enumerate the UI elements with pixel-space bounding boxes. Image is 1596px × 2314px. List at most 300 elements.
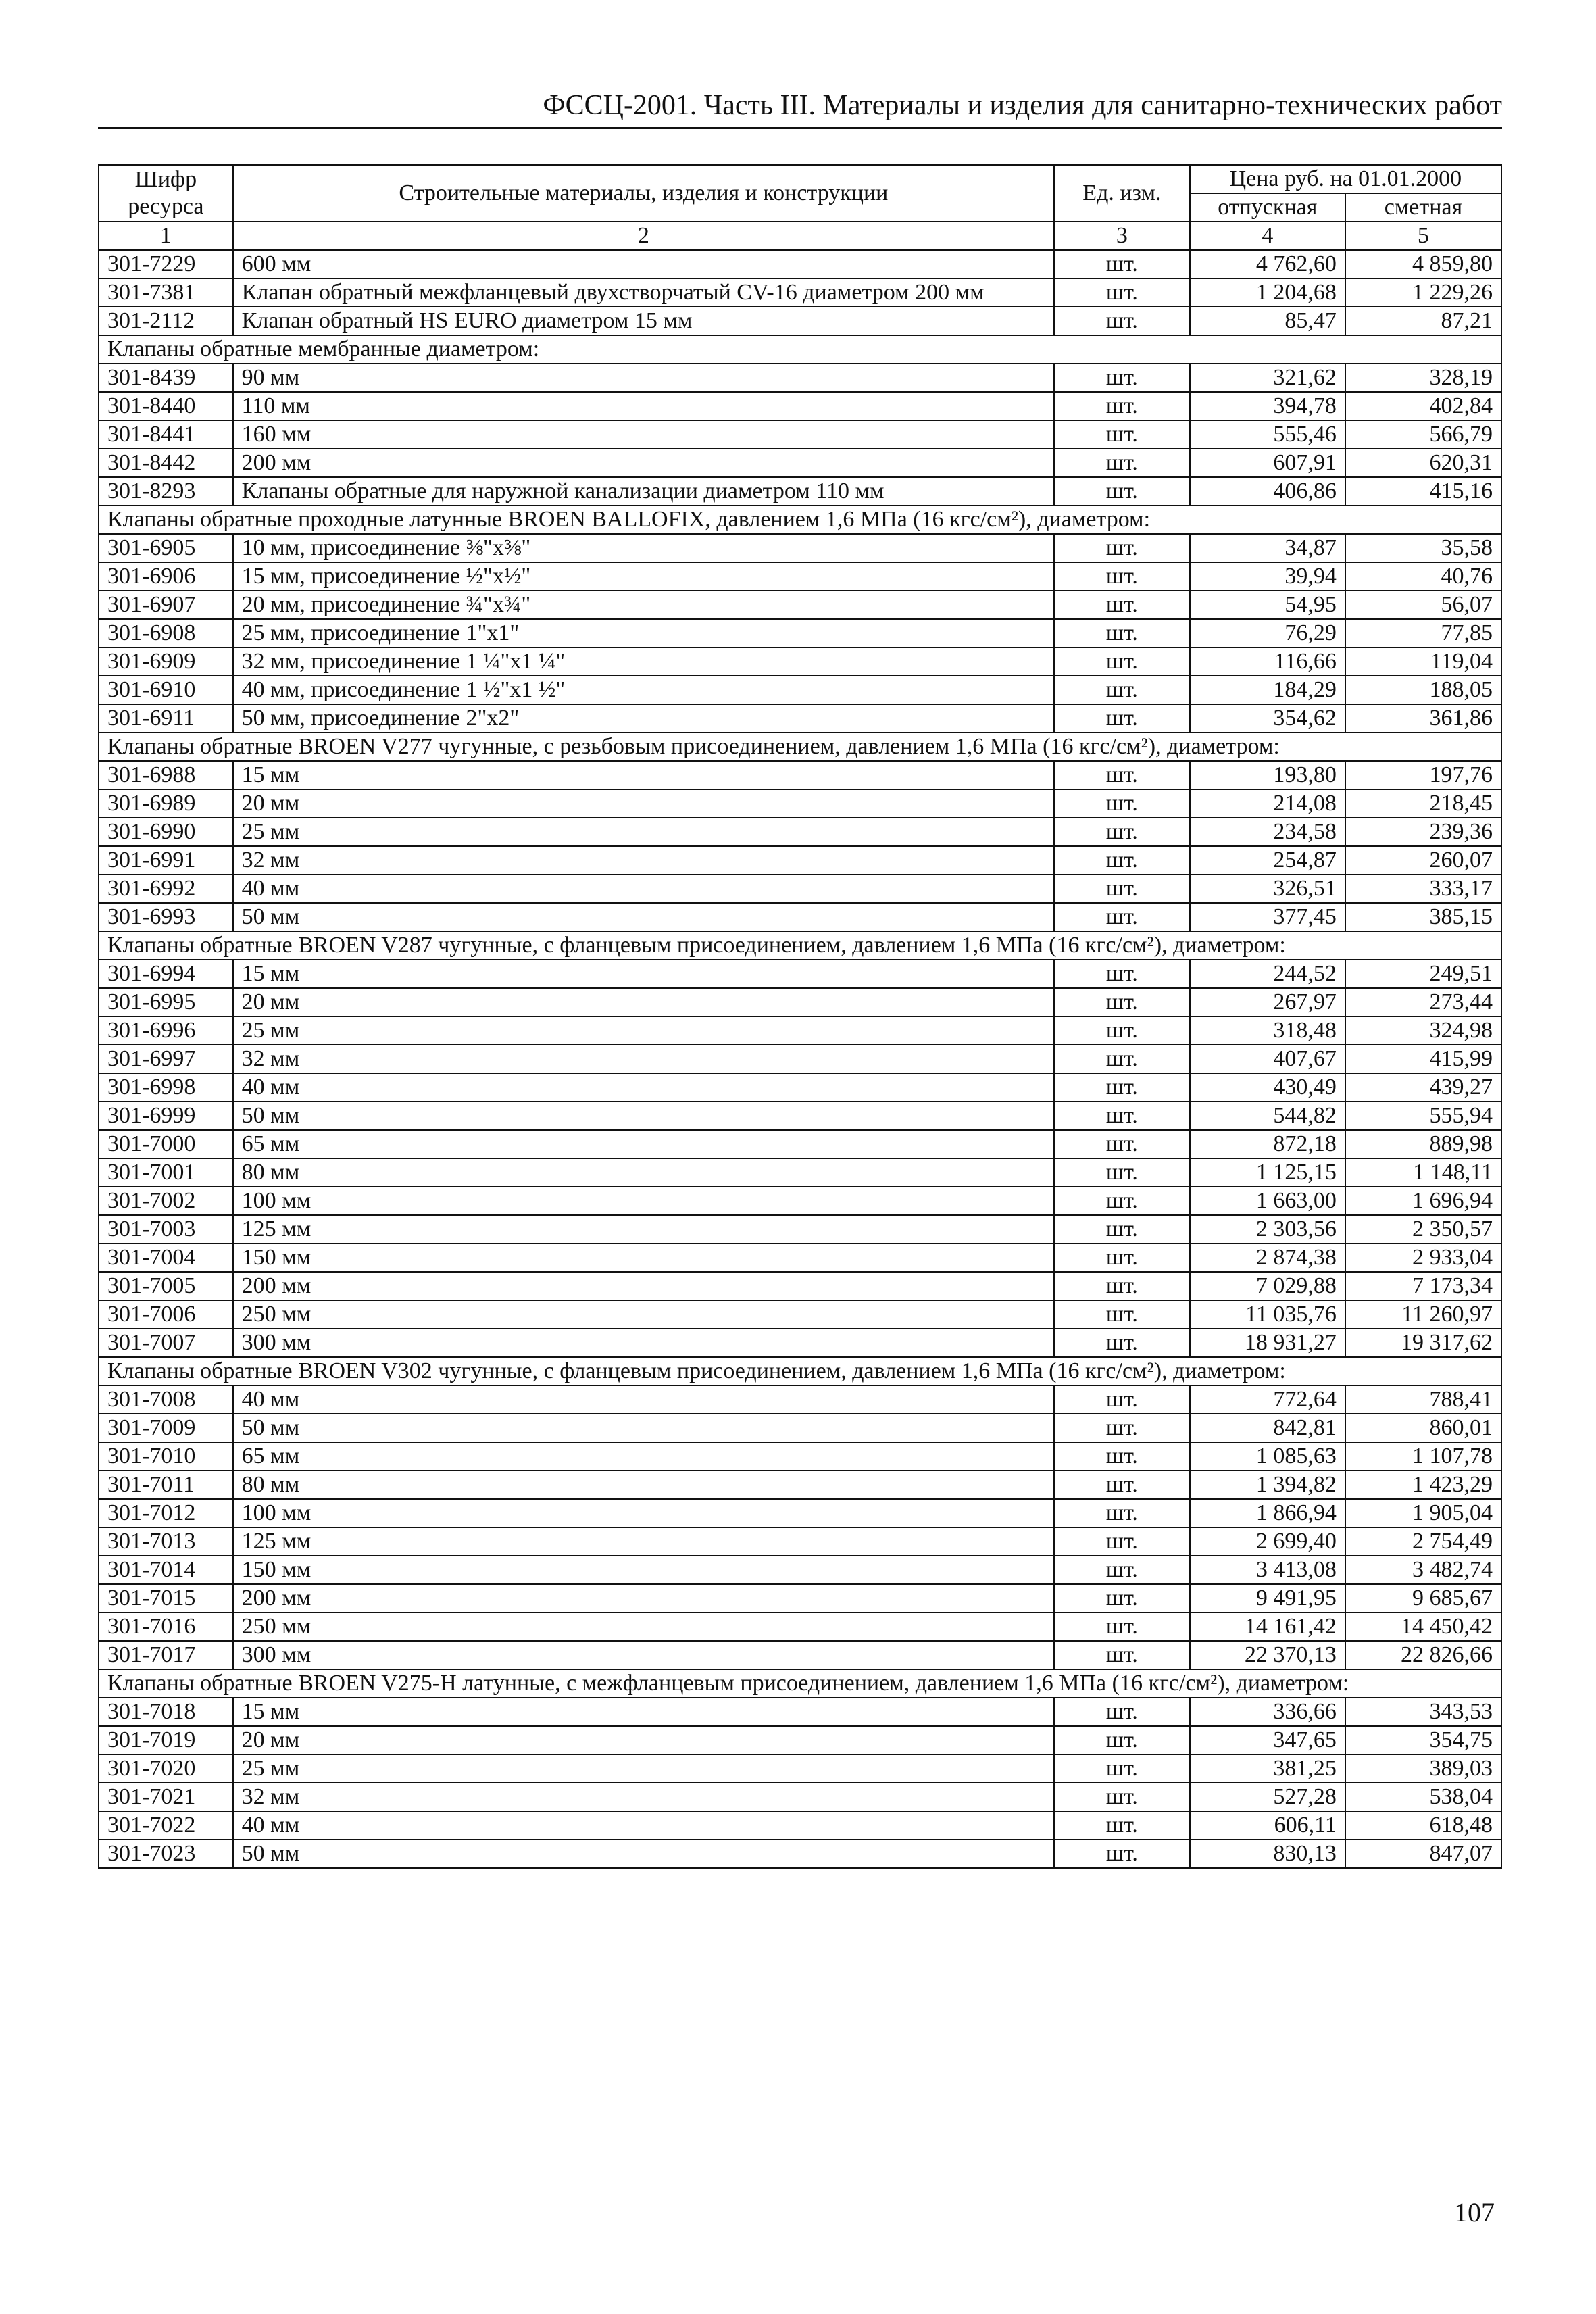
table-row xyxy=(99,761,1501,789)
unit-cell: шт. xyxy=(1054,1641,1190,1669)
table-row xyxy=(99,960,1501,988)
release-price-cell: 54,95 xyxy=(1190,591,1345,619)
release-price-cell: 9 491,95 xyxy=(1190,1584,1345,1613)
estimate-price-cell: 3 482,74 xyxy=(1345,1556,1501,1584)
unit-cell: шт. xyxy=(1054,647,1190,676)
estimate-price-cell: 1 905,04 xyxy=(1345,1499,1501,1527)
group-row xyxy=(99,1669,1501,1698)
group-row xyxy=(99,1357,1501,1385)
release-price-cell: 193,80 xyxy=(1190,761,1345,789)
item-name-cell: 32 мм, присоединение 1 ¼"x1 ¼" xyxy=(233,647,1054,676)
release-price-cell: 830,13 xyxy=(1190,1840,1345,1868)
release-price-cell: 430,49 xyxy=(1190,1073,1345,1102)
estimate-price-cell: 361,86 xyxy=(1345,704,1501,733)
unit-cell: шт. xyxy=(1054,1783,1190,1811)
resource-code-cell: 301-8439 xyxy=(99,364,233,392)
item-name-cell: 50 мм xyxy=(233,903,1054,931)
estimate-price-cell: 847,07 xyxy=(1345,1840,1501,1868)
release-price-cell: 39,94 xyxy=(1190,562,1345,591)
item-name-cell: 40 мм xyxy=(233,1073,1054,1102)
price-table-header xyxy=(99,165,1501,250)
release-price-cell: 11 035,76 xyxy=(1190,1300,1345,1329)
table-row xyxy=(99,1102,1501,1130)
estimate-price-cell: 35,58 xyxy=(1345,534,1501,562)
item-name-cell: Клапан обратный HS EURO диаметром 15 мм xyxy=(233,307,1054,335)
table-row xyxy=(99,278,1501,307)
table-row xyxy=(99,846,1501,875)
item-name-cell: 250 мм xyxy=(233,1613,1054,1641)
item-name-cell: 20 мм xyxy=(233,1726,1054,1754)
item-name-cell: 15 мм xyxy=(233,761,1054,789)
unit-cell: шт. xyxy=(1054,1527,1190,1556)
unit-cell: шт. xyxy=(1054,1329,1190,1357)
table-row xyxy=(99,875,1501,903)
estimate-price-cell: 119,04 xyxy=(1345,647,1501,676)
unit-cell: шт. xyxy=(1054,1300,1190,1329)
estimate-price-cell: 1 107,78 xyxy=(1345,1442,1501,1471)
item-name-cell: 150 мм xyxy=(233,1556,1054,1584)
resource-code-cell: 301-7017 xyxy=(99,1641,233,1669)
item-name-cell: 200 мм xyxy=(233,1584,1054,1613)
estimate-price-cell: 14 450,42 xyxy=(1345,1613,1501,1641)
release-price-cell: 842,81 xyxy=(1190,1414,1345,1442)
release-price-cell: 326,51 xyxy=(1190,875,1345,903)
unit-cell: шт. xyxy=(1054,562,1190,591)
release-price-cell: 872,18 xyxy=(1190,1130,1345,1158)
item-name-cell: 100 мм xyxy=(233,1499,1054,1527)
resource-code-cell: 301-6998 xyxy=(99,1073,233,1102)
table-row xyxy=(99,903,1501,931)
unit-cell: шт. xyxy=(1054,875,1190,903)
release-price-cell: 1 866,94 xyxy=(1190,1499,1345,1527)
table-row xyxy=(99,364,1501,392)
estimate-price-cell: 2 350,57 xyxy=(1345,1215,1501,1244)
resource-code-cell: 301-8440 xyxy=(99,392,233,420)
item-name-cell: 32 мм xyxy=(233,1783,1054,1811)
resource-code-cell: 301-7020 xyxy=(99,1754,233,1783)
table-row xyxy=(99,1499,1501,1527)
resource-code-cell: 301-7013 xyxy=(99,1527,233,1556)
release-price-cell: 606,11 xyxy=(1190,1811,1345,1840)
item-name-cell: 200 мм xyxy=(233,1272,1054,1300)
table-row xyxy=(99,1414,1501,1442)
unit-cell: шт. xyxy=(1054,1584,1190,1613)
table-row xyxy=(99,1726,1501,1754)
resource-code-cell: 301-6989 xyxy=(99,789,233,818)
release-price-cell: 3 413,08 xyxy=(1190,1556,1345,1584)
resource-code-cell: 301-6991 xyxy=(99,846,233,875)
estimate-price-cell: 260,07 xyxy=(1345,846,1501,875)
resource-code-cell: 301-7002 xyxy=(99,1187,233,1215)
resource-code-cell: 301-6906 xyxy=(99,562,233,591)
resource-code-cell: 301-7003 xyxy=(99,1215,233,1244)
table-row xyxy=(99,1584,1501,1613)
estimate-price-cell: 9 685,67 xyxy=(1345,1584,1501,1613)
estimate-price-cell: 4 859,80 xyxy=(1345,250,1501,278)
unit-cell: шт. xyxy=(1054,364,1190,392)
resource-code-cell: 301-6996 xyxy=(99,1016,233,1045)
unit-cell: шт. xyxy=(1054,534,1190,562)
release-price-cell: 555,46 xyxy=(1190,420,1345,449)
unit-cell: шт. xyxy=(1054,619,1190,647)
estimate-price-cell: 22 826,66 xyxy=(1345,1641,1501,1669)
item-name-cell: 300 мм xyxy=(233,1641,1054,1669)
table-row xyxy=(99,1300,1501,1329)
unit-cell: шт. xyxy=(1054,1158,1190,1187)
resource-code-cell: 301-6999 xyxy=(99,1102,233,1130)
release-price-cell: 22 370,13 xyxy=(1190,1641,1345,1669)
estimate-price-cell: 618,48 xyxy=(1345,1811,1501,1840)
resource-code-cell: 301-7021 xyxy=(99,1783,233,1811)
resource-code-cell: 301-7023 xyxy=(99,1840,233,1868)
unit-cell: шт. xyxy=(1054,1754,1190,1783)
item-name-cell: 600 мм xyxy=(233,250,1054,278)
page-number: 107 xyxy=(1454,2197,1495,2227)
table-row xyxy=(99,1158,1501,1187)
unit-cell: шт. xyxy=(1054,1073,1190,1102)
resource-code-cell: 301-7008 xyxy=(99,1385,233,1414)
release-price-cell: 527,28 xyxy=(1190,1783,1345,1811)
table-row xyxy=(99,1527,1501,1556)
table-row xyxy=(99,988,1501,1016)
unit-cell: шт. xyxy=(1054,1698,1190,1726)
table-row xyxy=(99,250,1501,278)
unit-cell: шт. xyxy=(1054,250,1190,278)
item-name-cell: 32 мм xyxy=(233,1045,1054,1073)
release-price-cell: 347,65 xyxy=(1190,1726,1345,1754)
table-row xyxy=(99,1840,1501,1868)
item-name-cell: 50 мм xyxy=(233,1414,1054,1442)
release-price-cell: 244,52 xyxy=(1190,960,1345,988)
unit-cell: шт. xyxy=(1054,1045,1190,1073)
release-price-cell: 76,29 xyxy=(1190,619,1345,647)
item-name-cell: Клапаны обратные для наружной канализации диаметром 110 мм xyxy=(233,477,1054,506)
release-price-cell: 318,48 xyxy=(1190,1016,1345,1045)
resource-code-cell: 301-7006 xyxy=(99,1300,233,1329)
unit-cell: шт. xyxy=(1054,307,1190,335)
table-row xyxy=(99,647,1501,676)
resource-code-cell: 301-2112 xyxy=(99,307,233,335)
group-title: Клапаны обратные BROEN V302 чугунные, с фланцевым присоединением, давлением 1,6 МПа (16 кгс/см²), диаметром: xyxy=(99,1357,1501,1385)
col-number: 3 xyxy=(1054,222,1190,250)
item-name-cell: Клапан обратный межфланцевый двухстворчатый CV-16 диаметром 200 мм xyxy=(233,278,1054,307)
col-number: 5 xyxy=(1345,222,1501,250)
resource-code-cell: 301-8442 xyxy=(99,449,233,477)
item-name-cell: 40 мм xyxy=(233,875,1054,903)
group-row xyxy=(99,931,1501,960)
item-name-cell: 25 мм, присоединение 1"x1" xyxy=(233,619,1054,647)
item-name-cell: 100 мм xyxy=(233,1187,1054,1215)
release-price-cell: 336,66 xyxy=(1190,1698,1345,1726)
table-row xyxy=(99,1556,1501,1584)
table-row xyxy=(99,449,1501,477)
table-row xyxy=(99,1698,1501,1726)
item-name-cell: 10 мм, присоединение ⅜"x⅜" xyxy=(233,534,1054,562)
resource-code-cell: 301-6908 xyxy=(99,619,233,647)
resource-code-cell: 301-6910 xyxy=(99,676,233,704)
estimate-price-cell: 40,76 xyxy=(1345,562,1501,591)
release-price-cell: 14 161,42 xyxy=(1190,1613,1345,1641)
estimate-price-cell: 218,45 xyxy=(1345,789,1501,818)
table-row xyxy=(99,1215,1501,1244)
resource-code-cell: 301-6907 xyxy=(99,591,233,619)
item-name-cell: 20 мм xyxy=(233,988,1054,1016)
estimate-price-cell: 19 317,62 xyxy=(1345,1329,1501,1357)
resource-code-cell: 301-6992 xyxy=(99,875,233,903)
item-name-cell: 20 мм, присоединение ¾"x¾" xyxy=(233,591,1054,619)
estimate-price-cell: 415,16 xyxy=(1345,477,1501,506)
resource-code-cell: 301-7011 xyxy=(99,1471,233,1499)
estimate-price-cell: 197,76 xyxy=(1345,761,1501,789)
item-name-cell: 110 мм xyxy=(233,392,1054,420)
resource-code-cell: 301-7381 xyxy=(99,278,233,307)
release-price-cell: 772,64 xyxy=(1190,1385,1345,1414)
estimate-price-cell: 333,17 xyxy=(1345,875,1501,903)
table-row xyxy=(99,1016,1501,1045)
resource-code-cell: 301-6997 xyxy=(99,1045,233,1073)
item-name-cell: 15 мм xyxy=(233,1698,1054,1726)
table-row xyxy=(99,392,1501,420)
release-price-cell: 2 303,56 xyxy=(1190,1215,1345,1244)
unit-cell: шт. xyxy=(1054,392,1190,420)
group-title: Клапаны обратные BROEN V277 чугунные, с резьбовым присоединением, давлением 1,6 МПа (16 кгс/см²), диаметром: xyxy=(99,733,1501,761)
estimate-price-cell: 77,85 xyxy=(1345,619,1501,647)
table-row xyxy=(99,591,1501,619)
unit-cell: шт. xyxy=(1054,761,1190,789)
group-row xyxy=(99,335,1501,364)
unit-cell: шт. xyxy=(1054,1726,1190,1754)
unit-cell: шт. xyxy=(1054,1613,1190,1641)
item-name-cell: 65 мм xyxy=(233,1130,1054,1158)
resource-code-cell: 301-6988 xyxy=(99,761,233,789)
estimate-price-cell: 354,75 xyxy=(1345,1726,1501,1754)
resource-code-cell: 301-7001 xyxy=(99,1158,233,1187)
release-price-cell: 214,08 xyxy=(1190,789,1345,818)
resource-code-cell: 301-7000 xyxy=(99,1130,233,1158)
unit-cell: шт. xyxy=(1054,1102,1190,1130)
col-number: 1 xyxy=(99,222,233,250)
header-code: Шифр ресурса xyxy=(99,165,233,222)
table-row xyxy=(99,477,1501,506)
release-price-cell: 267,97 xyxy=(1190,988,1345,1016)
price-table-body xyxy=(99,250,1501,1868)
estimate-price-cell: 343,53 xyxy=(1345,1698,1501,1726)
estimate-price-cell: 249,51 xyxy=(1345,960,1501,988)
resource-code-cell: 301-6990 xyxy=(99,818,233,846)
table-row xyxy=(99,1385,1501,1414)
resource-code-cell: 301-8293 xyxy=(99,477,233,506)
release-price-cell: 1 394,82 xyxy=(1190,1471,1345,1499)
header-name: Строительные материалы, изделия и конструкции xyxy=(233,165,1054,222)
item-name-cell: 40 мм, присоединение 1 ½"x1 ½" xyxy=(233,676,1054,704)
header-price: Цена руб. на 01.01.2000 xyxy=(1190,165,1501,193)
unit-cell: шт. xyxy=(1054,1414,1190,1442)
estimate-price-cell: 402,84 xyxy=(1345,392,1501,420)
resource-code-cell: 301-7016 xyxy=(99,1613,233,1641)
item-name-cell: 25 мм xyxy=(233,1016,1054,1045)
unit-cell: шт. xyxy=(1054,1272,1190,1300)
item-name-cell: 50 мм xyxy=(233,1840,1054,1868)
group-title: Клапаны обратные проходные латунные BROEN BALLOFIX, давлением 1,6 МПа (16 кгс/см²), диаметром: xyxy=(99,506,1501,534)
header-price-estimate: сметная xyxy=(1345,193,1501,222)
resource-code-cell: 301-7015 xyxy=(99,1584,233,1613)
item-name-cell: 300 мм xyxy=(233,1329,1054,1357)
item-name-cell: 15 мм xyxy=(233,960,1054,988)
estimate-price-cell: 415,99 xyxy=(1345,1045,1501,1073)
release-price-cell: 2 699,40 xyxy=(1190,1527,1345,1556)
resource-code-cell: 301-6911 xyxy=(99,704,233,733)
estimate-price-cell: 87,21 xyxy=(1345,307,1501,335)
table-row xyxy=(99,676,1501,704)
release-price-cell: 18 931,27 xyxy=(1190,1329,1345,1357)
resource-code-cell: 301-6995 xyxy=(99,988,233,1016)
header-price-release: отпускная xyxy=(1190,193,1345,222)
release-price-cell: 184,29 xyxy=(1190,676,1345,704)
group-row xyxy=(99,506,1501,534)
item-name-cell: 20 мм xyxy=(233,789,1054,818)
header-unit: Ед. изм. xyxy=(1054,165,1190,222)
table-row xyxy=(99,1329,1501,1357)
release-price-cell: 34,87 xyxy=(1190,534,1345,562)
resource-code-cell: 301-7012 xyxy=(99,1499,233,1527)
table-row xyxy=(99,1613,1501,1641)
unit-cell: шт. xyxy=(1054,1187,1190,1215)
release-price-cell: 1 085,63 xyxy=(1190,1442,1345,1471)
release-price-cell: 607,91 xyxy=(1190,449,1345,477)
page-header: ФССЦ-2001. Часть III. Материалы и изделия для санитарно-технических работ xyxy=(98,87,1502,129)
estimate-price-cell: 7 173,34 xyxy=(1345,1272,1501,1300)
item-name-cell: 160 мм xyxy=(233,420,1054,449)
item-name-cell: 250 мм xyxy=(233,1300,1054,1329)
resource-code-cell: 301-7019 xyxy=(99,1726,233,1754)
table-row xyxy=(99,1783,1501,1811)
estimate-price-cell: 1 148,11 xyxy=(1345,1158,1501,1187)
table-row xyxy=(99,818,1501,846)
table-row xyxy=(99,704,1501,733)
unit-cell: шт. xyxy=(1054,278,1190,307)
table-row xyxy=(99,1130,1501,1158)
unit-cell: шт. xyxy=(1054,1811,1190,1840)
release-price-cell: 1 125,15 xyxy=(1190,1158,1345,1187)
estimate-price-cell: 324,98 xyxy=(1345,1016,1501,1045)
release-price-cell: 234,58 xyxy=(1190,818,1345,846)
unit-cell: шт. xyxy=(1054,449,1190,477)
release-price-cell: 544,82 xyxy=(1190,1102,1345,1130)
release-price-cell: 1 204,68 xyxy=(1190,278,1345,307)
estimate-price-cell: 328,19 xyxy=(1345,364,1501,392)
table-row xyxy=(99,1754,1501,1783)
item-name-cell: 200 мм xyxy=(233,449,1054,477)
release-price-cell: 354,62 xyxy=(1190,704,1345,733)
group-title: Клапаны обратные мембранные диаметром: xyxy=(99,335,1501,364)
estimate-price-cell: 385,15 xyxy=(1345,903,1501,931)
table-row xyxy=(99,1244,1501,1272)
estimate-price-cell: 56,07 xyxy=(1345,591,1501,619)
item-name-cell: 80 мм xyxy=(233,1471,1054,1499)
table-row xyxy=(99,619,1501,647)
item-name-cell: 40 мм xyxy=(233,1385,1054,1414)
item-name-cell: 65 мм xyxy=(233,1442,1054,1471)
unit-cell: шт. xyxy=(1054,1442,1190,1471)
estimate-price-cell: 188,05 xyxy=(1345,676,1501,704)
table-row xyxy=(99,1187,1501,1215)
estimate-price-cell: 273,44 xyxy=(1345,988,1501,1016)
table-row xyxy=(99,562,1501,591)
release-price-cell: 407,67 xyxy=(1190,1045,1345,1073)
estimate-price-cell: 860,01 xyxy=(1345,1414,1501,1442)
estimate-price-cell: 788,41 xyxy=(1345,1385,1501,1414)
item-name-cell: 80 мм xyxy=(233,1158,1054,1187)
estimate-price-cell: 1 423,29 xyxy=(1345,1471,1501,1499)
table-row xyxy=(99,534,1501,562)
estimate-price-cell: 11 260,97 xyxy=(1345,1300,1501,1329)
resource-code-cell: 301-8441 xyxy=(99,420,233,449)
item-name-cell: 150 мм xyxy=(233,1244,1054,1272)
release-price-cell: 116,66 xyxy=(1190,647,1345,676)
table-row xyxy=(99,789,1501,818)
release-price-cell: 7 029,88 xyxy=(1190,1272,1345,1300)
resource-code-cell: 301-6909 xyxy=(99,647,233,676)
resource-code-cell: 301-6905 xyxy=(99,534,233,562)
item-name-cell: 40 мм xyxy=(233,1811,1054,1840)
item-name-cell: 90 мм xyxy=(233,364,1054,392)
col-number: 2 xyxy=(233,222,1054,250)
unit-cell: шт. xyxy=(1054,1244,1190,1272)
unit-cell: шт. xyxy=(1054,789,1190,818)
release-price-cell: 377,45 xyxy=(1190,903,1345,931)
item-name-cell: 25 мм xyxy=(233,818,1054,846)
estimate-price-cell: 239,36 xyxy=(1345,818,1501,846)
unit-cell: шт. xyxy=(1054,1499,1190,1527)
resource-code-cell: 301-7009 xyxy=(99,1414,233,1442)
col-number: 4 xyxy=(1190,222,1345,250)
estimate-price-cell: 889,98 xyxy=(1345,1130,1501,1158)
group-title: Клапаны обратные BROEN V287 чугунные, с фланцевым присоединением, давлением 1,6 МПа (16 кгс/см²), диаметром: xyxy=(99,931,1501,960)
unit-cell: шт. xyxy=(1054,1385,1190,1414)
unit-cell: шт. xyxy=(1054,903,1190,931)
table-row xyxy=(99,1073,1501,1102)
release-price-cell: 2 874,38 xyxy=(1190,1244,1345,1272)
unit-cell: шт. xyxy=(1054,846,1190,875)
release-price-cell: 85,47 xyxy=(1190,307,1345,335)
estimate-price-cell: 538,04 xyxy=(1345,1783,1501,1811)
unit-cell: шт. xyxy=(1054,818,1190,846)
resource-code-cell: 301-7014 xyxy=(99,1556,233,1584)
price-table xyxy=(98,164,1502,1869)
release-price-cell: 254,87 xyxy=(1190,846,1345,875)
item-name-cell: 125 мм xyxy=(233,1215,1054,1244)
estimate-price-cell: 439,27 xyxy=(1345,1073,1501,1102)
resource-code-cell: 301-6993 xyxy=(99,903,233,931)
unit-cell: шт. xyxy=(1054,960,1190,988)
unit-cell: шт. xyxy=(1054,1215,1190,1244)
item-name-cell: 15 мм, присоединение ½"x½" xyxy=(233,562,1054,591)
release-price-cell: 381,25 xyxy=(1190,1754,1345,1783)
item-name-cell: 50 мм, присоединение 2"x2" xyxy=(233,704,1054,733)
unit-cell: шт. xyxy=(1054,420,1190,449)
table-row xyxy=(99,1272,1501,1300)
resource-code-cell: 301-7010 xyxy=(99,1442,233,1471)
group-row xyxy=(99,733,1501,761)
table-row xyxy=(99,1045,1501,1073)
table-row xyxy=(99,1641,1501,1669)
resource-code-cell: 301-7018 xyxy=(99,1698,233,1726)
resource-code-cell: 301-6994 xyxy=(99,960,233,988)
release-price-cell: 4 762,60 xyxy=(1190,250,1345,278)
resource-code-cell: 301-7229 xyxy=(99,250,233,278)
unit-cell: шт. xyxy=(1054,591,1190,619)
release-price-cell: 406,86 xyxy=(1190,477,1345,506)
